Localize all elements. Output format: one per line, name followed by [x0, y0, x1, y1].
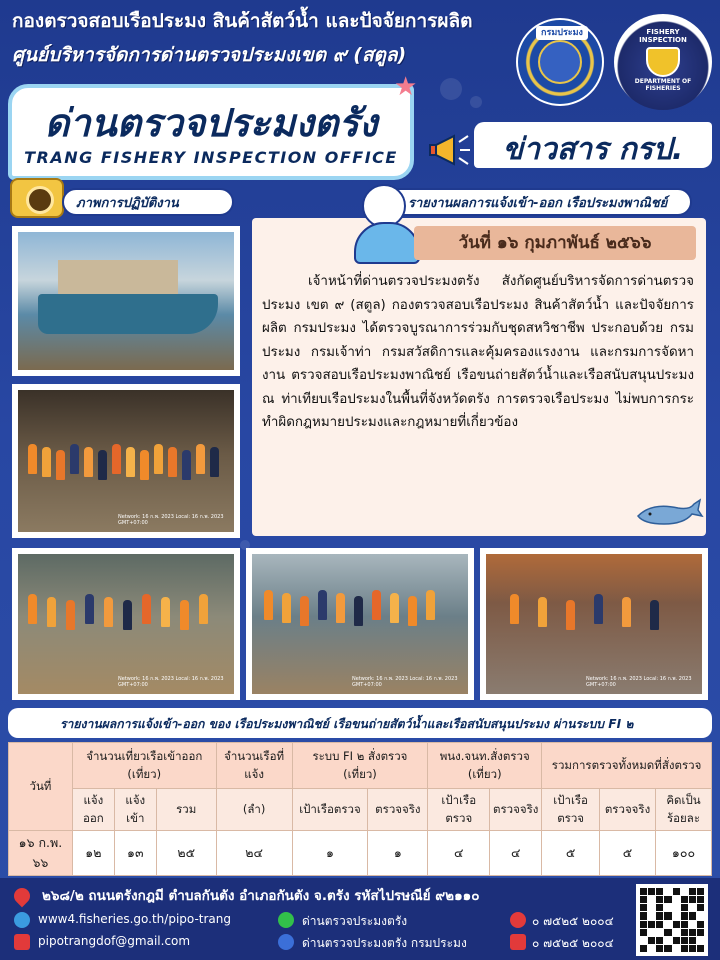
facebook-link[interactable]: ด่านตรวจประมงตรัง กรมประมง	[302, 936, 467, 950]
qr-code[interactable]	[636, 884, 708, 956]
department-of-fisheries-logo	[516, 18, 604, 106]
fax-icon	[510, 934, 526, 950]
table-title: รายงานผลการแจ้งเข้า-ออก ของ เรือประมงพาณิชย์ เรือขนถ่ายสัตว์น้ำและเรือสนับสนุนประมง ผ่านระบบ FI ๒	[60, 717, 634, 731]
news-banner	[474, 122, 712, 168]
photo-timestamp: Network: 16 ก.พ. 2023 Local: 16 ก.พ. 2023 GMT+07:00	[118, 676, 224, 688]
person-figure	[300, 596, 309, 626]
person-figure	[354, 596, 363, 626]
photo-timestamp: Network: 16 ก.พ. 2023 Local: 16 ก.พ. 2023 GMT+07:00	[118, 514, 224, 526]
sub-tot-target: เป้าเรือตรวจ	[542, 789, 600, 831]
person-figure	[142, 594, 151, 624]
person-figure	[180, 600, 189, 630]
sub-unit: (ลำ)	[216, 789, 292, 831]
sub-fi2-target: เป้าเรือตรวจ	[292, 789, 368, 831]
sub-out: แจ้งออก	[72, 789, 114, 831]
logo-fi-top-text: FISHERY INSPECTION	[639, 28, 687, 44]
person-figure	[408, 596, 417, 626]
website-link[interactable]: www4.fisheries.go.th/pipo-trang	[38, 912, 232, 926]
person-figure	[510, 594, 519, 624]
facebook-icon	[278, 934, 294, 950]
sub-fi2-actual: ตรวจจริง	[368, 789, 428, 831]
header-fi2: ระบบ FI ๒ สั่งตรวจ (เที่ยว)	[292, 743, 428, 789]
photo-officers-hall	[480, 548, 708, 700]
person-figure	[168, 447, 177, 477]
person-figure	[28, 444, 37, 474]
phone-number: ๐ ๗๕๒๕ ๒๐๐๔	[532, 914, 614, 928]
table-subheader-row	[9, 789, 712, 831]
fishery-inspection-logo	[614, 14, 712, 110]
person-figure	[140, 450, 149, 480]
line-icon	[278, 912, 294, 928]
photo-crew-inspection	[12, 548, 240, 700]
report-paragraph: เจ้าหน้าที่ด่านตรวจประมงตรัง สังกัดศูนย์บริหารจัดการด่านตรวจประมง เขต ๙ (สตูล) กองตรวจสอบเรือประมง สินค้าสัตว์น้ำ และปัจจัยการผลิต กรมประมง ได้ตรวจบูรณาการร่วมกับชุดสหวิชาชีพ ประกอบด้วย กรมประมง กรมเจ้าท่า กรมสวัสดิการและคุ้มครองแรงงาน และกรมการจัดหางาน ตรวจสอบเรือประมงพาณิชย์ เรือขนถ่ายสัตว์น้ำและเรือสนับสนุนประมง ณ ท่าเทียบเรือประมงในพื้นที่จังหวัดตรัง การตรวจเรือประมง ไม่พบการกระทำผิดกฎหมายประมงและกฎหมายที่เกี่ยวข้อง	[262, 274, 694, 430]
person-figure	[210, 447, 219, 477]
table-header-row	[9, 743, 712, 789]
person-figure	[622, 597, 631, 627]
person-figure	[264, 590, 273, 620]
cell-in: ๑๓	[114, 831, 156, 876]
logo-dof-label: กรมประมง	[536, 26, 588, 40]
sub-off-target: เป้าเรือตรวจ	[428, 789, 490, 831]
header-officer: พนง.จนท.สั่งตรวจ (เที่ยว)	[428, 743, 542, 789]
photo-crew-pier	[246, 548, 474, 700]
table-title-bar	[8, 708, 712, 738]
report-date: วันที่ ๑๖ กุมภาพันธ์ ๒๕๖๖	[414, 226, 696, 260]
camera-icon	[10, 178, 64, 218]
person-figure	[42, 447, 51, 477]
person-figure	[104, 597, 113, 627]
header-date: วันที่	[9, 743, 73, 831]
office-title-en: TRANG FISHERY INSPECTION OFFICE	[24, 148, 398, 167]
header-total: รวมการตรวจทั้งหมดที่สั่งตรวจ	[542, 743, 712, 789]
megaphone-icon	[428, 130, 472, 170]
cell-fi2-target: ๑	[292, 831, 368, 876]
person-figure	[84, 447, 93, 477]
sub-sum: รวม	[156, 789, 216, 831]
fax-number: ๐ ๗๕๒๕ ๒๐๐๔	[532, 936, 614, 950]
photo-timestamp: Network: 16 ก.พ. 2023 Local: 16 ก.พ. 2023 GMT+07:00	[586, 676, 692, 688]
header-trips: จำนวนเที่ยวเรือเข้าออก (เที่ยว)	[72, 743, 216, 789]
globe-icon	[14, 912, 30, 928]
office-banner	[8, 84, 414, 180]
cell-out: ๑๒	[72, 831, 114, 876]
person-figure	[318, 590, 327, 620]
cell-off-target: ๔	[428, 831, 490, 876]
person-figure	[199, 594, 208, 624]
office-title-th: ด่านตรวจประมงตรัง	[44, 101, 378, 145]
news-title: ข่าวสาร กรป.	[502, 132, 684, 167]
cell-fi2-actual: ๑	[368, 831, 428, 876]
phone-icon	[510, 912, 526, 928]
person-figure	[426, 590, 435, 620]
shield-icon	[646, 47, 680, 77]
photo-boat	[12, 226, 240, 376]
logo-fi-bottom-text: DEPARTMENT OF FISHERIES	[634, 78, 692, 92]
cell-date: ๑๖ ก.พ. ๖๖	[9, 831, 73, 876]
line-link[interactable]: ด่านตรวจประมงตรัง	[302, 914, 408, 928]
cell-boats: ๒๔	[216, 831, 292, 876]
person-figure	[154, 444, 163, 474]
person-figure	[126, 447, 135, 477]
bubble-decoration	[440, 78, 462, 100]
report-body	[262, 270, 694, 435]
person-figure	[112, 444, 121, 474]
report-section-label: รายงานผลการแจ้งเข้า-ออก เรือประมงพาณิชย์	[372, 188, 692, 216]
sub-off-actual: ตรวจจริง	[490, 789, 542, 831]
person-figure	[182, 450, 191, 480]
whale-icon	[634, 496, 704, 530]
person-figure	[70, 444, 79, 474]
starfish-icon: ★	[394, 72, 418, 102]
person-figure	[161, 597, 170, 627]
cell-percent: ๑๐๐	[656, 831, 712, 876]
person-figure	[123, 600, 132, 630]
photo-timestamp: Network: 16 ก.พ. 2023 Local: 16 ก.พ. 2023 GMT+07:00	[352, 676, 458, 688]
person-figure	[336, 593, 345, 623]
person-figure	[56, 450, 65, 480]
center-title: ศูนย์บริหารจัดการด่านตรวจประมงเขต ๙ (สตูล)	[12, 44, 407, 66]
cell-off-actual: ๔	[490, 831, 542, 876]
summary-table	[8, 742, 712, 876]
person-figure	[98, 450, 107, 480]
cell-tot-target: ๕	[542, 831, 600, 876]
person-figure	[85, 594, 94, 624]
bubble-decoration	[470, 96, 482, 108]
person-figure	[594, 594, 603, 624]
person-figure	[28, 594, 37, 624]
person-figure	[538, 597, 547, 627]
person-figure	[390, 593, 399, 623]
photo-crew-lineup	[12, 384, 240, 538]
header-boats: จำนวนเรือที่แจ้ง	[216, 743, 292, 789]
cell-tot-actual: ๕	[600, 831, 656, 876]
sub-percent: คิดเป็นร้อยละ	[656, 789, 712, 831]
person-figure	[47, 597, 56, 627]
mail-icon	[14, 934, 30, 950]
person-figure	[282, 593, 291, 623]
sub-tot-actual: ตรวจจริง	[600, 789, 656, 831]
cell-sum: ๒๕	[156, 831, 216, 876]
seal-icon	[538, 40, 582, 84]
person-figure	[66, 600, 75, 630]
person-figure	[650, 600, 659, 630]
sub-in: แจ้งเข้า	[114, 789, 156, 831]
footer-address: ๒๖๘/๒ ถนนตรังกฎมี ตำบลกันตัง อำเภอกันตัง จ.ตรัง รหัสไปรษณีย์ ๙๒๑๑๐	[42, 888, 480, 904]
department-title: กองตรวจสอบเรือประมง สินค้าสัตว์น้ำ และปัจจัยการผลิต	[12, 10, 473, 32]
photos-section-label: ภาพการปฏิบัติงาน	[62, 188, 234, 216]
table-row	[9, 831, 712, 876]
person-figure	[372, 590, 381, 620]
email-link[interactable]: pipotrangdof@gmail.com	[38, 934, 191, 948]
person-figure	[196, 444, 205, 474]
person-figure	[566, 600, 575, 630]
